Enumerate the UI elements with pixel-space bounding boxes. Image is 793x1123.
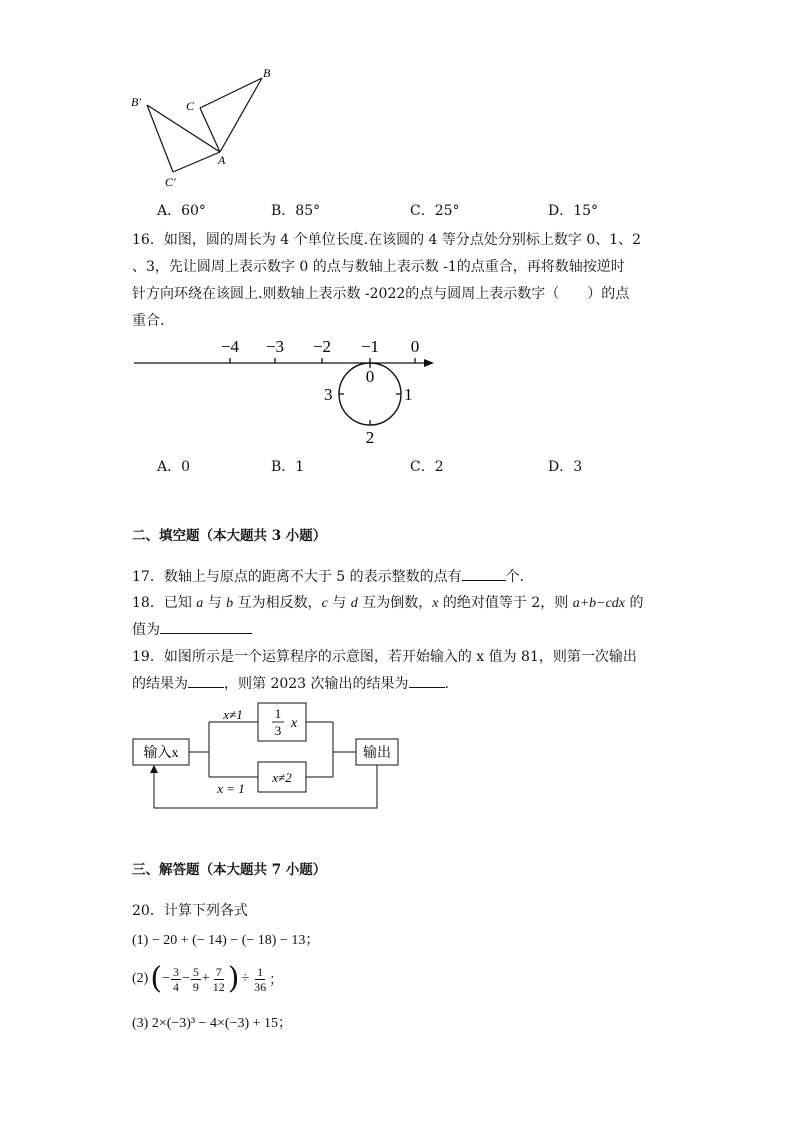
minus-sign-1: − xyxy=(162,971,170,986)
var-a: a xyxy=(196,596,204,611)
numerator: 7 xyxy=(215,964,222,979)
numerator: 5 xyxy=(192,964,199,979)
q19-answer-blank-1[interactable] xyxy=(188,675,224,688)
divide-sign: ÷ xyxy=(241,971,250,986)
circle-label-1: 1 xyxy=(404,385,413,404)
denominator: 9 xyxy=(192,979,199,994)
q19-line-2 xyxy=(132,673,459,693)
q20-expression-1: (1) − 20 + (− 14) − (− 18) − 13； xyxy=(132,933,320,948)
q15-figure xyxy=(125,60,285,190)
q17-text: 17．数轴上与原点的距离不大于 5 的表示整数的点有 xyxy=(132,569,462,585)
label-c: C xyxy=(186,99,195,113)
q15-option-b: B．85° xyxy=(271,203,321,219)
denominator: 12 xyxy=(212,979,225,994)
q20-e2-label: (2) xyxy=(132,971,149,986)
q18-text-7: 的 xyxy=(625,595,644,611)
q18-text-6: 的绝对值等于 2，则 xyxy=(438,595,573,611)
q19-text-2: ，则第 2023 次输出的结果为 xyxy=(224,676,409,692)
q15-option-a: A．60° xyxy=(157,203,206,219)
tick-label-neg3: −3 xyxy=(265,337,285,356)
var-d: d xyxy=(350,596,358,611)
operation-bottom-label: x≠2 xyxy=(272,770,292,785)
q20-expression-3: (3) 2×(−3)³ − 4×(−3) + 15； xyxy=(132,1016,293,1031)
q16-line-1: 16．如图，圆的周长为 4 个单位长度.在该圆的 4 等分点处分别标上数字 0、1、2 xyxy=(132,232,642,248)
section-2-heading: 二、填空题（本大题共 3 小题） xyxy=(132,528,327,544)
label-c-prime: C′ xyxy=(165,175,176,189)
q18-text-3: 互为相反数， xyxy=(233,595,322,611)
tick-label-neg2: −2 xyxy=(312,337,332,356)
q19-text-3: ． xyxy=(444,676,459,692)
input-box-label: 输入x xyxy=(143,746,179,761)
semicolon: ； xyxy=(269,973,284,988)
denominator: 36 xyxy=(254,979,267,994)
circle-label-2: 2 xyxy=(365,428,375,447)
segment-ac1 xyxy=(173,152,220,172)
q15-option-c: C．25° xyxy=(410,203,460,219)
numerator: 1 xyxy=(257,964,264,979)
fraction-7-12 xyxy=(211,966,227,993)
q18-line-1 xyxy=(132,592,643,612)
q16-option-d: D．3 xyxy=(548,459,583,475)
circle-label-0: 0 xyxy=(365,367,375,386)
q18-text-8: 值为 xyxy=(132,622,160,638)
q19-line-1: 19．如图所示是一个运算程序的示意图，若开始输入的 x 值为 81，则第一次输出 xyxy=(132,649,637,665)
tick-label-neg4: −4 xyxy=(220,337,240,356)
q19-flowchart xyxy=(128,700,408,815)
fraction-1-36 xyxy=(252,966,268,993)
segment-b1c1 xyxy=(147,105,173,172)
q18-text-1: 18．已知 xyxy=(132,595,197,611)
number-line-arrow-icon xyxy=(424,359,434,367)
operation-top-variable: x xyxy=(291,716,298,731)
q17-answer-blank[interactable] xyxy=(462,568,506,581)
q20-title: 20．计算下列各式 xyxy=(132,903,248,919)
tick-label-neg1: −1 xyxy=(360,337,380,356)
q18-text-5: 互为倒数， xyxy=(357,595,433,611)
operation-top-denominator: 3 xyxy=(274,723,282,738)
right-paren: ) xyxy=(227,961,240,996)
circle-label-3: 3 xyxy=(324,385,333,404)
plus-sign: + xyxy=(201,971,210,986)
segment-ab xyxy=(220,78,262,152)
q16-line-2: 、3，先让圆周上表示数字 0 的点与数轴上表示数 -1的点重合，再将数轴按逆时 xyxy=(132,259,625,275)
q16-option-a: A．0 xyxy=(157,459,191,475)
operation-top-numerator: 1 xyxy=(274,706,282,721)
label-b: B xyxy=(263,66,271,80)
q16-figure xyxy=(130,330,450,450)
q16-option-c: C．2 xyxy=(410,459,444,475)
var-c: c xyxy=(321,596,328,611)
q19-text-1: 的结果为 xyxy=(132,676,188,692)
loop-back-arrow-icon xyxy=(150,765,158,773)
condition-bottom: x = 1 xyxy=(217,781,245,796)
q16-line-4: 重合. xyxy=(132,313,165,329)
fraction-3-4 xyxy=(171,966,181,993)
var-x: x xyxy=(432,596,439,611)
q17 xyxy=(132,566,534,586)
q16-line-3: 针方向环绕在该圆上.则数轴上表示数 -2022的点与圆周上表示数字（ ）的点 xyxy=(132,286,630,302)
left-paren: ( xyxy=(150,961,163,996)
q18-text-2: 与 xyxy=(203,595,227,611)
q18-expression: a+b−cdx xyxy=(572,596,626,611)
var-b: b xyxy=(226,596,234,611)
minus-sign-2: − xyxy=(181,971,190,986)
segment-cb xyxy=(200,78,262,108)
fraction-5-9 xyxy=(191,966,201,993)
section-3-heading: 三、解答题（本大题共 7 小题） xyxy=(132,862,327,878)
q18-answer-blank[interactable] xyxy=(160,621,252,634)
q20-expression-2 xyxy=(132,958,283,1000)
condition-top: x≠1 xyxy=(223,707,243,722)
tick-label-zero: 0 xyxy=(410,337,420,356)
q18-text-4: 与 xyxy=(327,595,351,611)
output-box-label: 输出 xyxy=(363,746,391,761)
q19-answer-blank-2[interactable] xyxy=(409,675,445,688)
q18-line-2 xyxy=(132,619,252,639)
label-a: A xyxy=(218,153,226,167)
q16-option-b: B．1 xyxy=(271,459,305,475)
q17-suffix: 个． xyxy=(505,569,534,585)
q15-option-d: D．15° xyxy=(548,203,599,219)
label-b-prime: B′ xyxy=(131,95,141,109)
denominator: 4 xyxy=(172,979,179,994)
numerator: 3 xyxy=(172,964,179,979)
